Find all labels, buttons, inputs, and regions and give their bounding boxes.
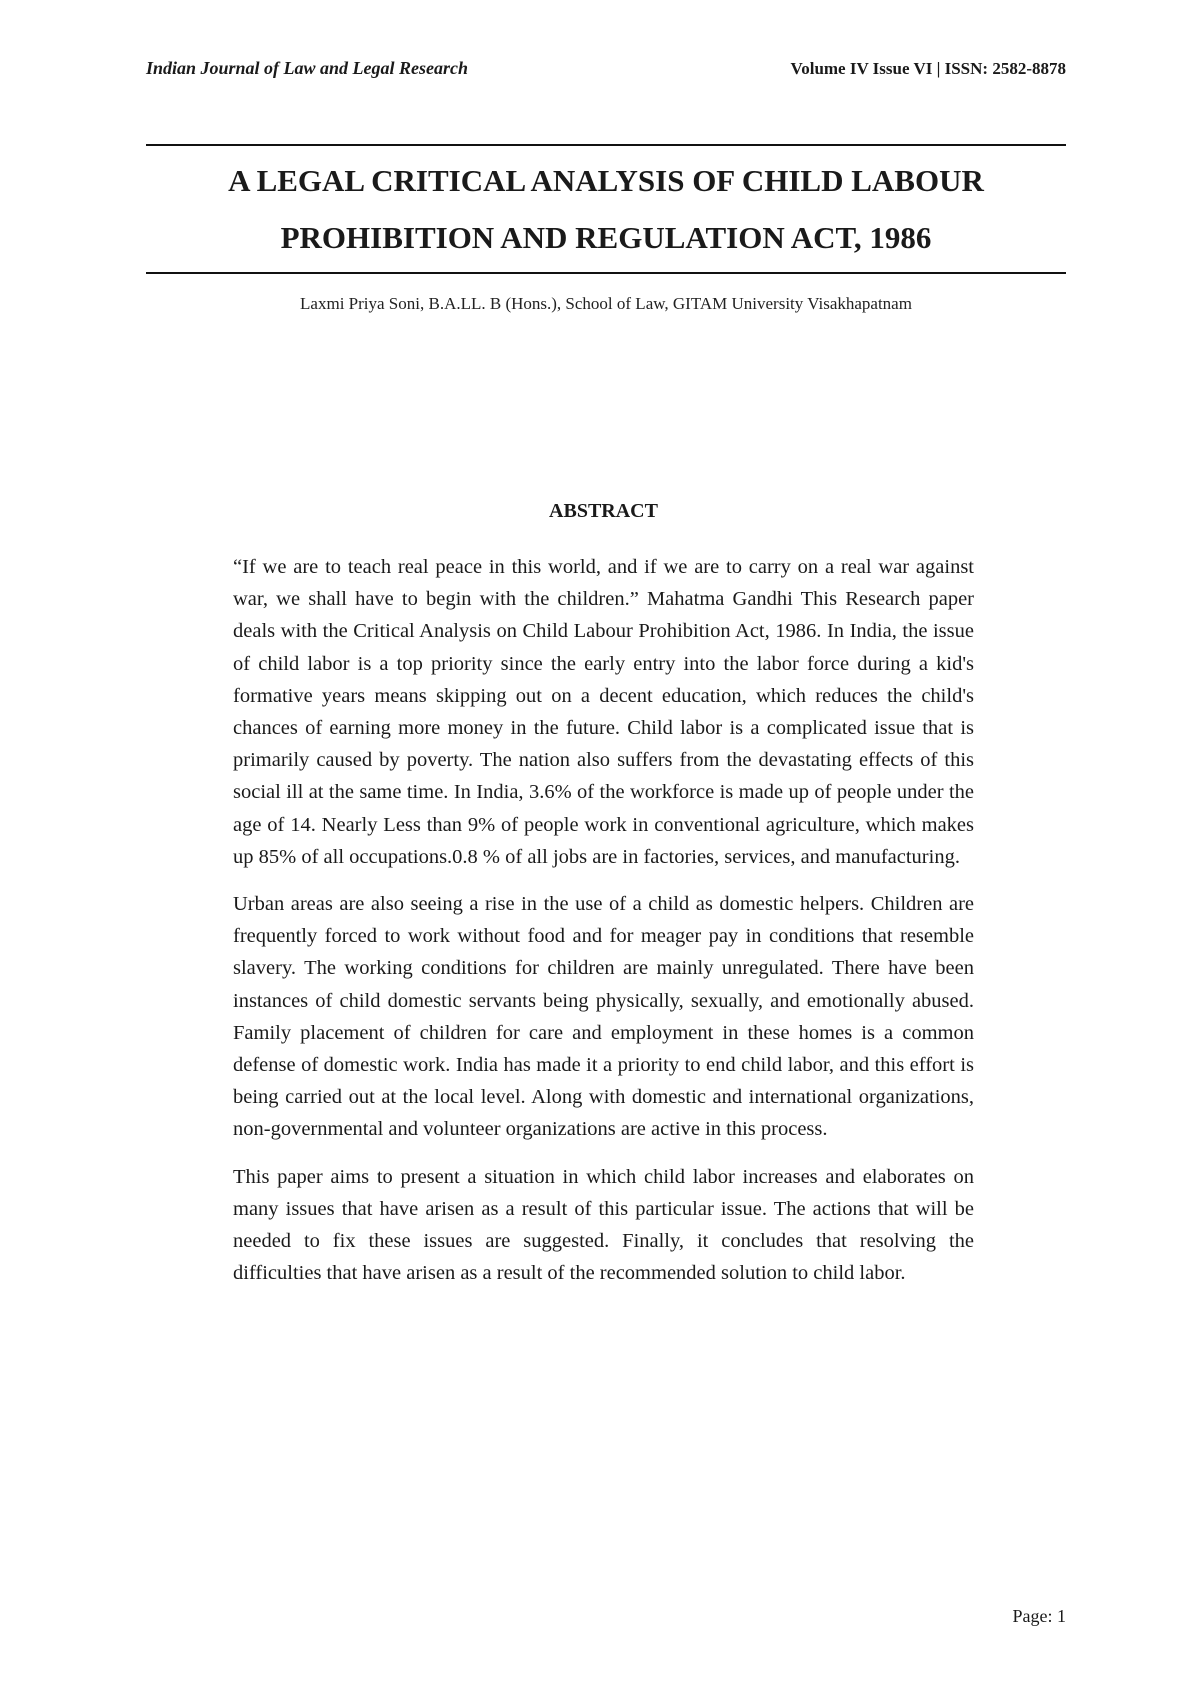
abstract-body: [233, 551, 974, 1304]
abstract-paragraph-2: Urban areas are also seeing a rise in the use of a child as domestic helpers. Children are frequently forced to work without food and for meager pay in conditions that resemble slavery. The working conditions for children are mainly unregulated. There have been instances of child domestic servants being physically, sexually, and emotionally abused. Family placement of children for care and employment in these homes is a common defense of domestic work. India has made it a priority to end child labor, and this effort is being carried out at the local level. Along with domestic and international organizations, non-governmental and volunteer organizations are active in this process.: [233, 893, 974, 1141]
page-number: Page: 1: [1012, 1606, 1066, 1626]
paper-title-line-1: A LEGAL CRITICAL ANALYSIS OF CHILD LABOUR: [228, 163, 984, 198]
volume-issn: Volume IV Issue VI | ISSN: 2582-8878: [790, 59, 1066, 78]
running-header: [146, 58, 1066, 79]
paper-title: [146, 152, 1066, 266]
abstract-heading: ABSTRACT: [549, 500, 658, 522]
title-rule-top: [146, 144, 1066, 146]
title-rule-bottom: [146, 272, 1066, 274]
journal-name: Indian Journal of Law and Legal Research: [146, 58, 469, 78]
abstract-paragraph-1: “If we are to teach real peace in this world, and if we are to carry on a real war against war, we shall have to begin with the children.” Mahatma Gandhi This Research paper deals with the Critical Analysis on Child Labour Prohibition Act, 1986. In India, the issue of child labor is a top priority since the early entry into the labor force during a kid's formative years means skipping out on a decent education, which reduces the child's chances of earning more money in the future. Child labor is a complicated issue that is primarily caused by poverty. The nation also suffers from the devastating effects of this social ill at the same time. In India, 3.6% of the workforce is made up of people under the age of 14. Nearly Less than 9% of people work in conventional agriculture, which makes up 85% of all occupations.0.8 % of all jobs are in factories, services, and manufacturing.: [233, 556, 974, 868]
abstract-paragraph-3: This paper aims to present a situation in which child labor increases and elaborates on many issues that have arisen as a result of this particular issue. The actions that will be needed to fix these issues are suggested. Finally, it concludes that resolving the difficulties that have arisen as a result of the recommended solution to child labor.: [233, 1165, 974, 1285]
paper-title-line-2: PROHIBITION AND REGULATION ACT, 1986: [280, 220, 932, 255]
author-line: Laxmi Priya Soni, B.A.LL. B (Hons.), School of Law, GITAM University Visakhapatnam: [300, 294, 912, 313]
